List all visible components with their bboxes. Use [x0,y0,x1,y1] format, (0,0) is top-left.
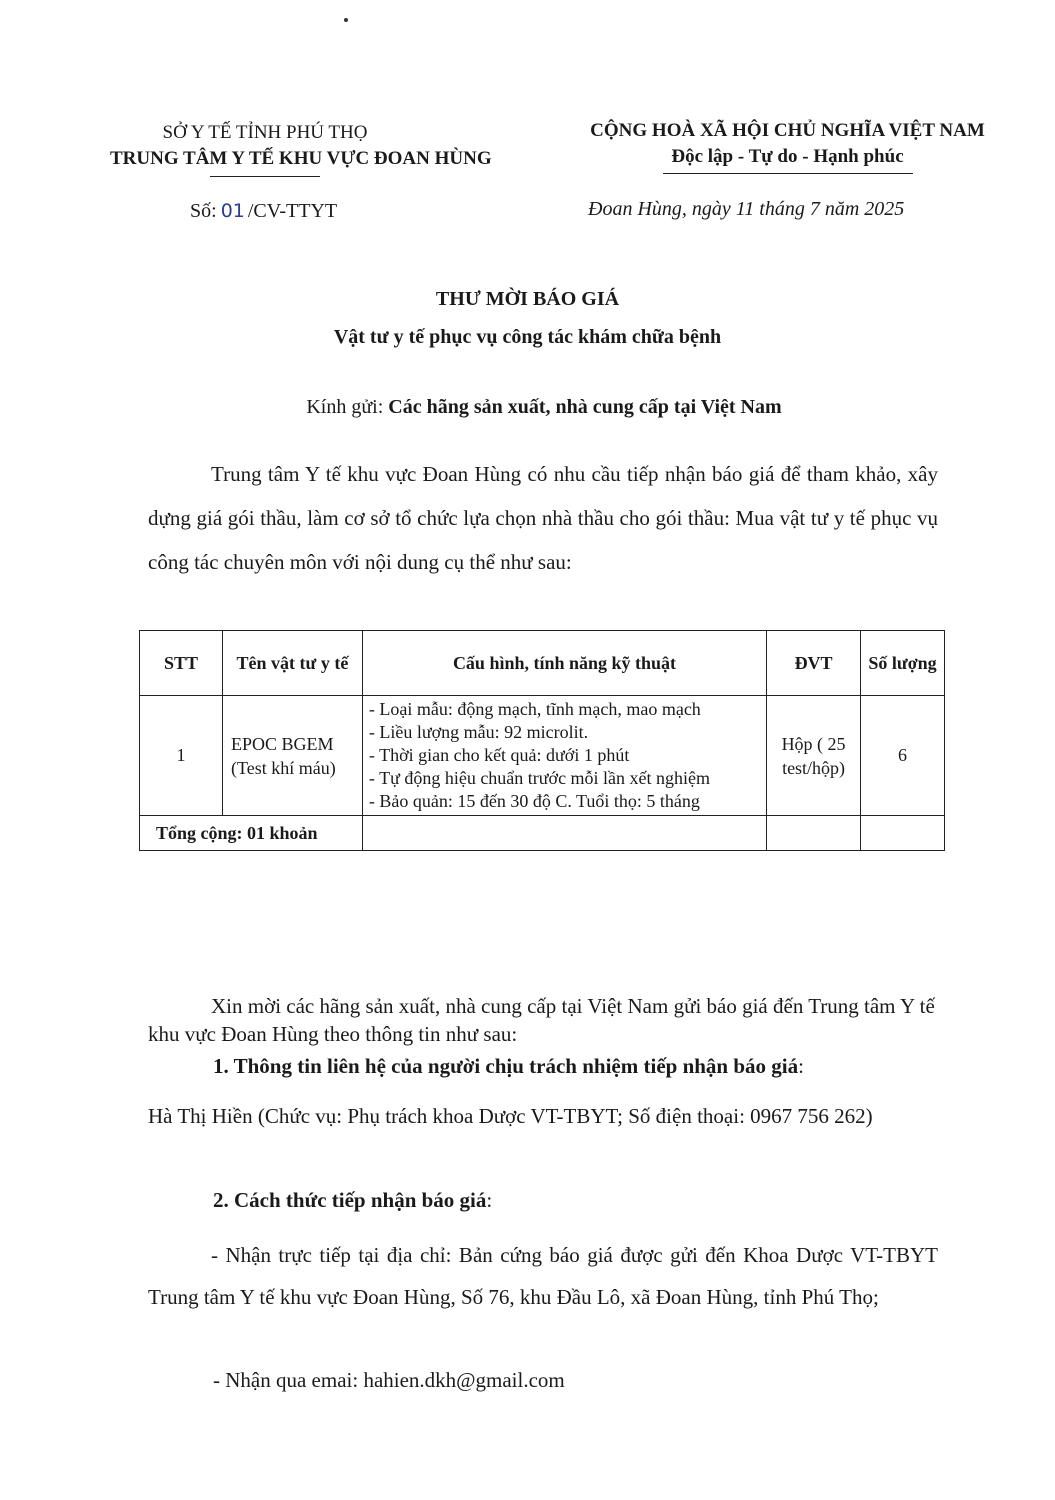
intro-paragraph: Trung tâm Y tế khu vực Đoan Hùng có nhu cầu tiếp nhận báo giá để tham khảo, xây dựng giá gói thầu, làm cơ sở tổ chức lựa chọn nhà thầu cho gói thầu: Mua vật tư y tế phục vụ công tác chuyên môn với nội dung cụ thể như sau: [148,462,938,574]
cell-unit: Hộp ( 25 test/hộp) [767,696,861,816]
col-header-spec: Cấu hình, tính năng kỹ thuật [362,631,766,696]
section2-heading-text: 2. Cách thức tiếp nhận báo giá [213,1188,487,1212]
cell-stt: 1 [140,696,223,816]
spec-line: - Bảo quản: 15 đến 30 độ C. Tuổi thọ: 5 tháng [368,791,700,811]
closing-paragraph: Xin mời các hãng sản xuất, nhà cung cấp tại Việt Nam gửi báo giá đến Trung tâm Y tế khu vực Đoan Hùng theo thông tin như sau: [148,994,935,1046]
national-title: CỘNG HOÀ XÃ HỘI CHỦ NGHĨA VIỆT NAM [590,120,985,141]
document-title: THƯ MỜI BÁO GIÁ [435,288,620,310]
spec-line: - Liều lượng mẫu: 92 microlit. [368,722,589,742]
section1-heading-text: 1. Thông tin liên hệ của người chịu trách nhiệm tiếp nhận báo giá [213,1054,799,1078]
recipient-line [0,396,1055,419]
section1-body: Hà Thị Hiền (Chức vụ: Phụ trách khoa Dược VT-TBYT; Số điện thoại: 0967 756 262) [148,1104,873,1128]
scan-speck [344,18,348,22]
cell-total-unit [767,816,861,851]
cell-qty: 6 [861,696,945,816]
recipient-label: Kính gửi: [306,396,384,418]
issuer-parent: SỞ Y TẾ TỈNH PHÚ THỌ [162,122,368,143]
spec-line: - Thời gian cho kết quả: dưới 1 phút [368,745,630,765]
national-header [555,118,1020,174]
col-header-stt: STT [140,631,223,696]
spec-line: - Tự động hiệu chuẩn trước mỗi lần xết nghiệm [368,768,711,788]
issuer-name: TRUNG TÂM Y TẾ KHU VỰC ĐOAN HÙNG [110,148,492,169]
doc-number-prefix: Số: [190,200,217,222]
col-header-name: Tên vật tư y tế [222,631,362,696]
section2-colon: : [486,1188,493,1212]
cell-total-spec [362,816,766,851]
recipient-name: Các hãng sản xuất, nhà cung cấp tại Việt Nam [388,396,782,418]
issuer-underline [210,176,320,177]
section1-heading [213,1054,804,1079]
cell-item-name: EPOC BGEM (Test khí máu) [222,696,362,816]
section2-direct: - Nhận trực tiếp tại địa chỉ: Bản cứng báo giá được gửi đến Khoa Dược VT-TBYT Trung tâm Y tế khu vực Đoan Hùng, Số 76, khu Đầu Lô, xã Đoan Hùng, tỉnh Phú Thọ; [148,1243,938,1309]
col-header-unit: ĐVT [767,631,861,696]
document-subtitle: Vật tư y tế phục vụ công tác khám chữa bệnh [333,326,722,348]
table-row [140,696,945,816]
spec-line: - Loại mẫu: động mạch, tĩnh mạch, mao mạch [368,699,701,719]
table-total-row [140,816,945,851]
items-table [139,630,945,851]
section1-colon: : [798,1054,804,1078]
issuer-header [110,120,492,177]
document-number [190,200,337,223]
doc-number-handwritten: 01 [220,200,245,222]
table-header-row [140,631,945,696]
section2-email: - Nhận qua emai: hahien.dkh@gmail.com [213,1368,565,1392]
cell-total-qty [861,816,945,851]
national-motto: Độc lập - Tự do - Hạnh phúc [671,146,904,167]
cell-spec [362,696,766,816]
doc-number-suffix: /CV-TTYT [247,200,338,222]
document-date: Đoan Hùng, ngày 11 tháng 7 năm 2025 [588,198,905,220]
cell-total: Tổng cộng: 01 khoản [140,816,363,851]
col-header-qty: Số lượng [861,631,945,696]
motto-underline [663,173,913,174]
section2-heading [213,1188,492,1213]
